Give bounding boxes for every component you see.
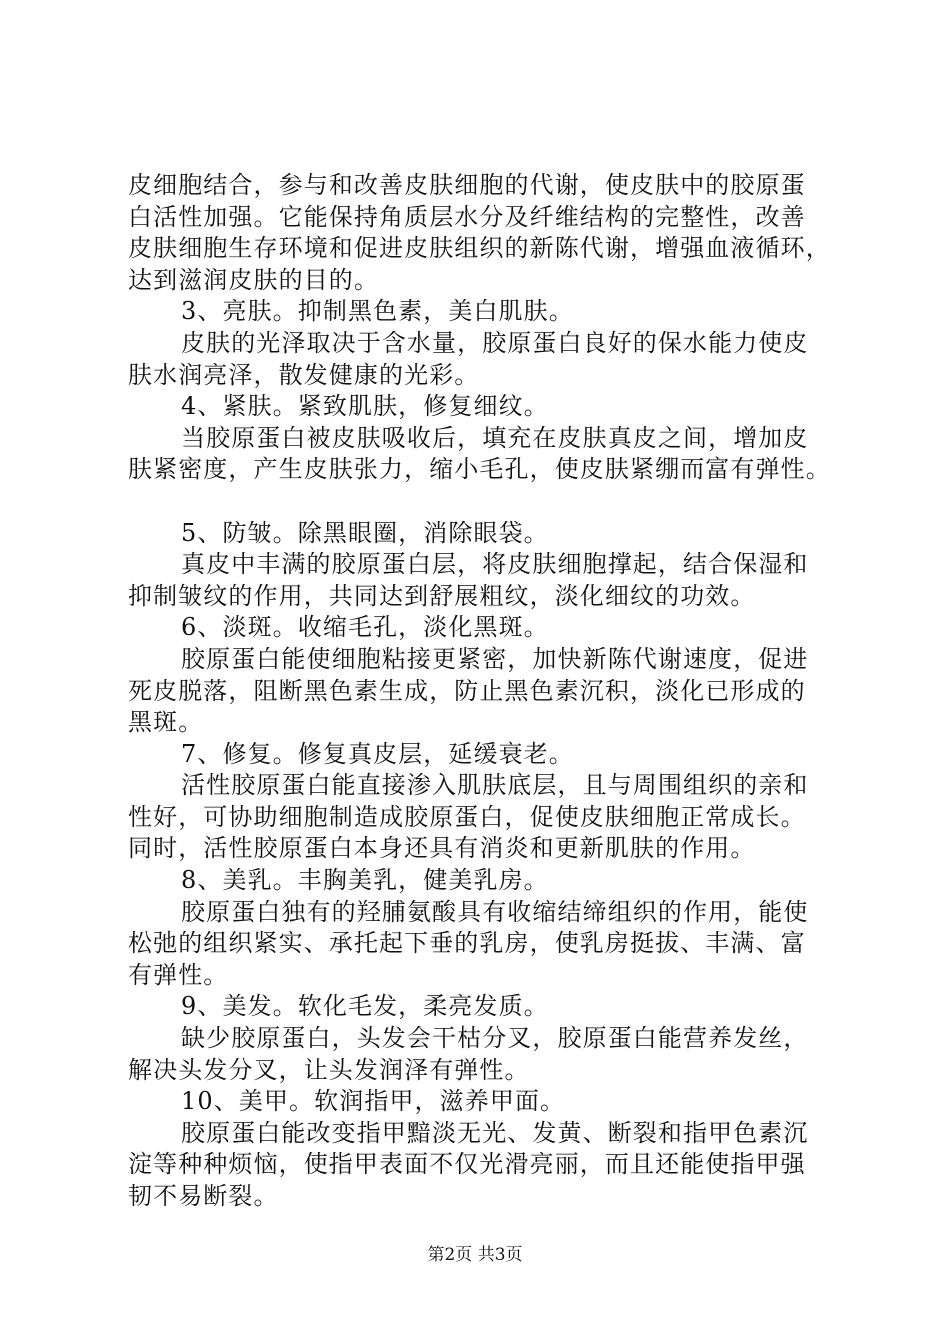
text-line: 真皮中丰满的胶原蛋白层，将皮肤细胞撑起，结合保湿和 — [181, 550, 809, 579]
text-line: 死皮脱落，阻断黑色素生成，防止黑色素沉积，淡化已形成的 — [128, 676, 806, 705]
text-line: 解决头发分叉，让头发润泽有弹性。 — [128, 1055, 530, 1084]
text-line: 胶原蛋白独有的羟脯氨酸具有收缩结缔组织的作用，能使 — [181, 897, 809, 926]
section-heading: 8、美乳。丰胸美乳，健美乳房。 — [181, 866, 549, 895]
section-heading: 10、美甲。软润指甲，滋养甲面。 — [181, 1087, 566, 1116]
text-line: 白活性加强。它能保持角质层水分及纤维结构的完整性，改善 — [128, 202, 806, 231]
section-heading: 9、美发。软化毛发，柔亮发质。 — [181, 992, 549, 1021]
text-line: 松弛的组织紧实、承托起下垂的乳房，使乳房挺拔、丰满、富 — [128, 929, 806, 958]
text-line: 肤水润亮泽，散发健康的光彩。 — [128, 360, 480, 389]
text-line: 胶原蛋白能使细胞粘接更紧密，加快新陈代谢速度，促进 — [181, 644, 809, 673]
text-line: 抑制皱纹的作用，共同达到舒展粗纹，淡化细纹的功效。 — [128, 581, 756, 610]
section-heading: 7、修复。修复真皮层，延缓衰老。 — [181, 739, 574, 768]
text-line: 达到滋润皮肤的目的。 — [128, 265, 379, 294]
text-line: 皮肤细胞生存环境和促进皮肤组织的新陈代谢，增强血液循环， — [128, 234, 831, 263]
section-heading: 3、亮肤。抑制黑色素，美白肌肤。 — [181, 297, 574, 326]
text-line: 韧不易断裂。 — [128, 1182, 279, 1210]
text-line: 淀等种种烦恼，使指甲表面不仅光滑亮丽，而且还能使指甲强 — [128, 1150, 806, 1179]
paragraph-gap — [128, 486, 838, 518]
document-body — [128, 170, 838, 1213]
text-line: 性好，可协助细胞制造成胶原蛋白，促使皮肤细胞正常成长。 — [128, 802, 806, 831]
text-line: 当胶原蛋白被皮肤吸收后，填充在皮肤真皮之间，增加皮 — [181, 423, 809, 452]
section-heading: 4、紧肤。紧致肌肤，修复细纹。 — [181, 392, 549, 421]
text-line: 肤紧密度，产生皮肤张力，缩小毛孔，使皮肤紧绷而富有弹性。 — [128, 455, 831, 484]
text-line: 胶原蛋白能改变指甲黯淡无光、发黄、断裂和指甲色素沉 — [181, 1118, 809, 1147]
section-heading: 6、淡斑。收缩毛孔，淡化黑斑。 — [181, 613, 549, 642]
text-line: 缺少胶原蛋白，头发会干枯分叉，胶原蛋白能营养发丝， — [181, 1024, 809, 1053]
text-line: 有弹性。 — [128, 960, 229, 989]
text-line: 黑斑。 — [128, 708, 204, 737]
text-line: 活性胶原蛋白能直接渗入肌肤底层，且与周围组织的亲和 — [181, 771, 809, 800]
section-heading: 5、防皱。除黑眼圈，消除眼袋。 — [181, 518, 549, 547]
text-line: 皮细胞结合，参与和改善皮肤细胞的代谢，使皮肤中的胶原蛋 — [128, 171, 806, 199]
text-line: 同时，活性胶原蛋白本身还具有消炎和更新肌肤的作用。 — [128, 834, 756, 863]
page-number-footer: 第2页 共3页 — [427, 1245, 523, 1265]
text-line: 皮肤的光泽取决于含水量，胶原蛋白良好的保水能力使皮 — [181, 328, 809, 357]
